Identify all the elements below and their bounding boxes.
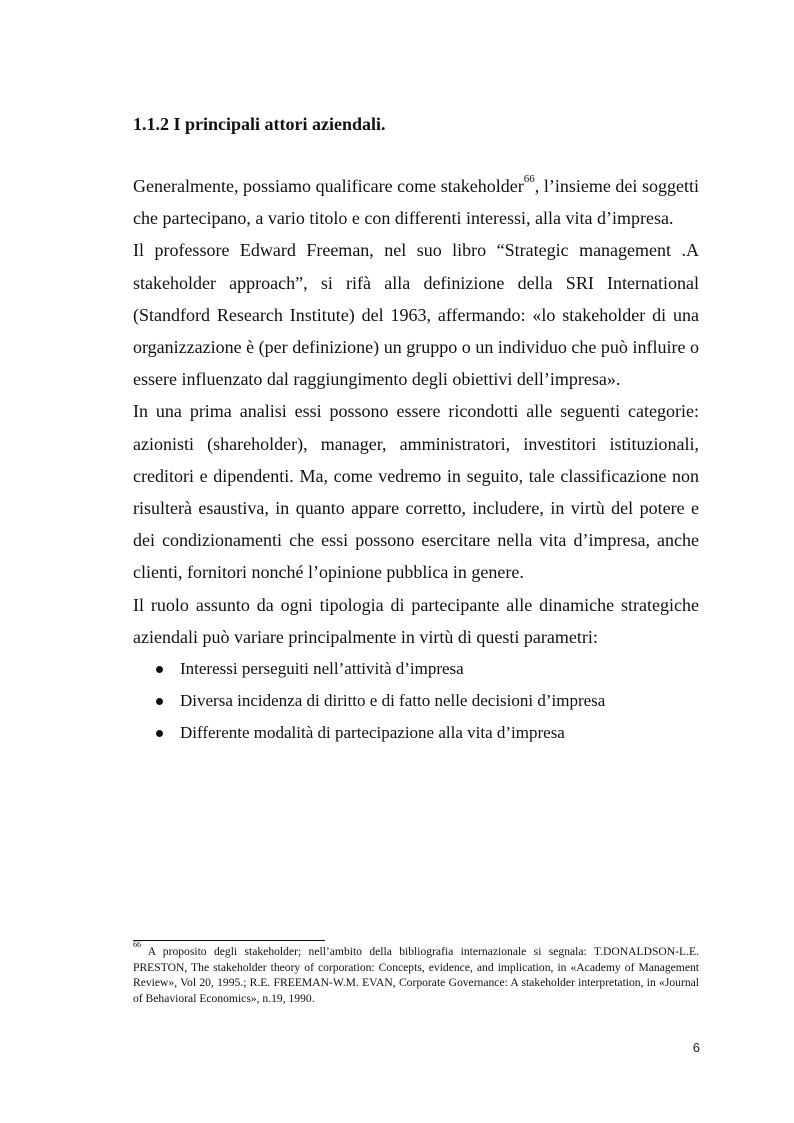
list-item [133, 653, 699, 685]
list-item-text: Interessi perseguiti nell’attività d’impresa [180, 659, 464, 679]
paragraph-3: In una prima analisi essi possono essere ricondotti alle seguenti categorie: azionisti (shareholder), manager, amministratori, investitori istituzionali, creditori e dipendenti. Ma, come vedremo in seguito, tale classificazione non risulterà esaustiva, in quanto appare corretto, includere, in virtù del potere e dei condizionamenti che essi possono esercitare nella vita d’impresa, anche clienti, fornitori nonché l’opinione pubblica in genere. [133, 401, 699, 583]
page-number: 6 [692, 1040, 700, 1055]
body-text [133, 170, 699, 750]
list-item [133, 717, 699, 749]
section-heading: 1.1.2 I principali attori aziendali. [133, 114, 386, 134]
list-item-text: Diversa incidenza di diritto e di fatto nelle decisioni d’impresa [180, 691, 606, 711]
bullet-icon [156, 730, 163, 737]
parameter-list [133, 653, 699, 750]
paragraph-4: Il ruolo assunto da ogni tipologia di partecipante alle dinamiche strategiche aziendali può variare principalmente in virtù di questi parametri: [133, 594, 699, 647]
footnote-reference[interactable]: 66 [523, 173, 535, 185]
paragraph-1-text-start: Generalmente, possiamo qualificare come stakeholder [133, 176, 524, 196]
footnote-text: A proposito degli stakeholder; nell’ambito della bibliografia internazionale si segnala: T.DONALDSON-L.E. PRESTON, The stakeholder theory of corporation: Concepts, evidence, and implication, in «Academy of Management Review», Vol 20, 1995.; R.E. FREEMAN-W.M. EVAN, Corporate Governance: A stakeholder interpretation, in «Journal of Behavioral Economics», n.19, 1990. [133, 945, 699, 1005]
paragraph-1-text-end: , l’insieme dei soggetti che partecipano, a vario titolo e con differenti interessi, alla vita d’impresa. [133, 176, 699, 229]
footnote [133, 940, 699, 1006]
list-item [133, 685, 699, 717]
paragraph-1 [133, 170, 699, 234]
bullet-icon [156, 666, 163, 673]
footnote-number: 66 [133, 940, 141, 950]
paragraph-2: Il professore Edward Freeman, nel suo libro “Strategic management .A stakeholder approach”, si rifà alla definizione della SRI International (Standford Research Institute) del 1963, affermando: «lo stakeholder di una organizzazione è (per definizione) un gruppo o un individuo che può influire o essere influenzato dal raggiungimento degli obiettivi dell’impresa». [133, 240, 699, 390]
list-item-text: Differente modalità di partecipazione alla vita d’impresa [180, 723, 565, 743]
bullet-icon [156, 698, 163, 705]
footnote-separator [133, 940, 325, 941]
